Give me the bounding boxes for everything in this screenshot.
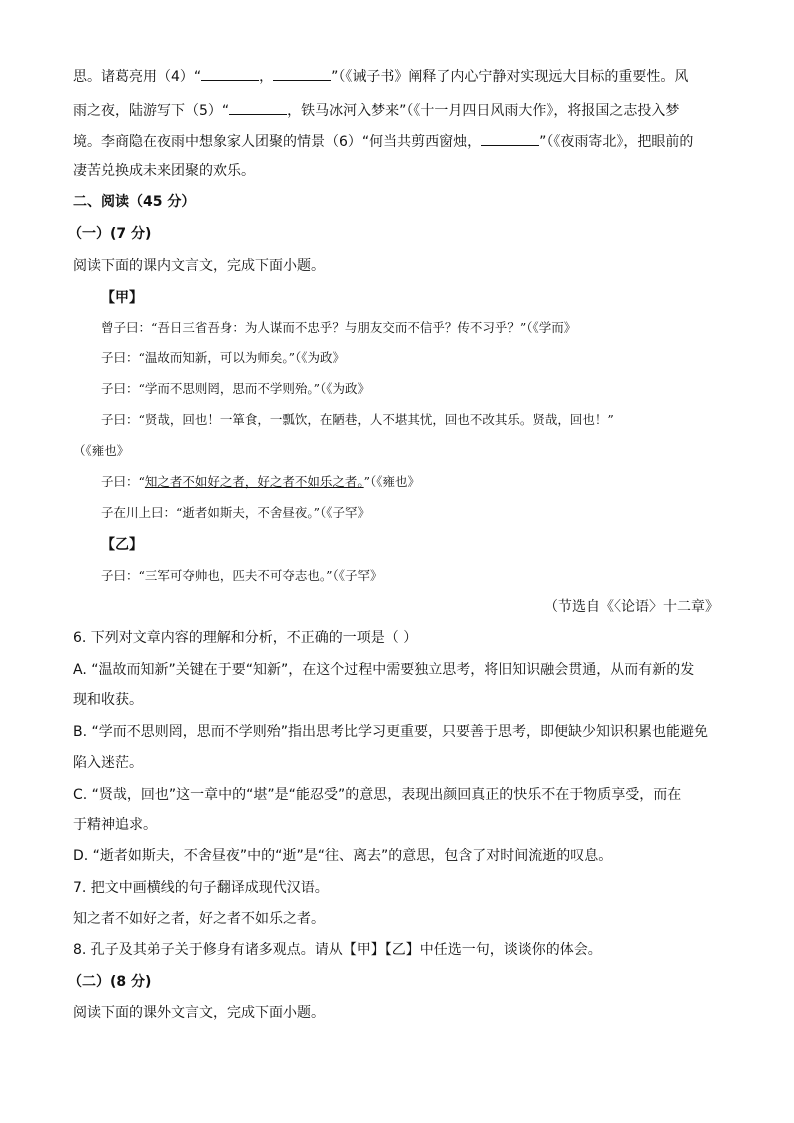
- quote-2: 子曰：“温故而知新，可以为师矣。”（《为政》: [101, 350, 346, 365]
- option-c-line-1: C. “贤哉，回也”这一章中的“堪”是“能忍受”的意思，表现出颜回真正的快乐不在于物质享受，而在: [73, 787, 682, 803]
- option-b-line-2: 陷入迷茫。: [73, 755, 143, 771]
- text: ”（《夜雨寄北》，把眼前的: [539, 134, 694, 150]
- intro-line-1: [73, 66, 723, 87]
- label-yi: 【乙】: [101, 537, 143, 553]
- question-7-sentence: 知之者不如好之者，好之者不如乐之者。: [73, 911, 325, 927]
- text: ，铁马冰河入梦来”（《十一月四日风雨大作》，将报国之志投入梦: [287, 103, 680, 119]
- section-heading: 二、阅读（45 分）: [73, 194, 196, 210]
- answer-blank-6[interactable]: [481, 131, 539, 146]
- option-c-line-2: 于精神追求。: [73, 817, 157, 833]
- quote-3: 子曰：“学而不思则罔，思而不学则殆。”（《为政》: [101, 381, 371, 396]
- option-d: D. “逝者如斯夫，不舍昼夜”中的“逝”是“往、离去”的意思，包含了对时间流逝的叹息。: [73, 848, 613, 864]
- source-note: （节选自《〈论语〉十二章》: [544, 599, 719, 615]
- label-jia: 【甲】: [101, 290, 143, 306]
- part2-heading: （二）(8 分): [68, 974, 152, 990]
- text: 境。李商隐在夜雨中想象家人团聚的情景（6）“何当共剪西窗烛，: [73, 134, 482, 150]
- quote-6: 子在川上曰：“逝者如斯夫，不舍昼夜。”（《子罕》: [101, 505, 371, 520]
- quote-7: 子曰：“三军可夺帅也，匹夫不可夺志也。”（《子罕》: [101, 568, 383, 583]
- text: ”（《诫子书》阐释了内心宁静对实现远大目标的重要性。风: [331, 69, 689, 85]
- option-b-line-1: B. “学而不思则罔，思而不学则殆”指出思考比学习更重要，只要善于思考，即便缺少知识积累也能避免: [73, 724, 709, 740]
- intro-line-3: [73, 131, 723, 152]
- intro-line-2: [73, 100, 723, 121]
- question-7: 7. 把文中画横线的句子翻译成现代汉语。: [73, 880, 329, 896]
- text: 子曰：“: [101, 474, 145, 489]
- option-a-line-2: 现和收获。: [73, 692, 143, 708]
- option-a-line-1: A. “温故而知新”关键在于要“知新”，在这个过程中需要独立思考，将旧知识融会贯通，从而有新的发: [73, 662, 695, 678]
- answer-blank-4a[interactable]: [201, 66, 259, 81]
- text: ，: [259, 69, 274, 85]
- text: ”（《雍也》: [363, 474, 421, 489]
- quote-4: 子曰：“贤哉，回也！一箪食，一瓢饮，在陋巷，人不堪其忧，回也不改其乐。贤哉，回也！”: [101, 412, 614, 427]
- intro-line-4: 凄苦兑换成未来团聚的欢乐。: [73, 163, 255, 179]
- part2-instruction: 阅读下面的课外文言文，完成下面小题。: [73, 1005, 325, 1021]
- answer-blank-5[interactable]: [229, 100, 287, 115]
- text: 雨之夜，陆游写下（5）“: [73, 103, 230, 119]
- question-6: 6. 下列对文章内容的理解和分析，不正确的一项是（ ）: [73, 630, 418, 646]
- part1-instruction: 阅读下面的课内文言文，完成下面小题。: [73, 258, 325, 274]
- underlined-sentence: 知之者不如好之者，好之者不如乐之者。: [144, 474, 364, 489]
- answer-blank-4b[interactable]: [273, 66, 331, 81]
- quote-4-source: （《雍也》: [73, 443, 130, 458]
- part1-heading: （一）(7 分): [68, 226, 152, 242]
- text: 思。诸葛亮用（4）“: [73, 69, 202, 85]
- quote-5: [101, 472, 751, 492]
- quote-1: 曾子曰：“吾日三省吾身：为人谋而不忠乎？与朋友交而不信乎？传不习乎？”（《学而》: [101, 320, 577, 335]
- question-8: 8. 孔子及其弟子关于修身有诸多观点。请从【甲】【乙】中任选一句，谈谈你的体会。: [73, 942, 602, 958]
